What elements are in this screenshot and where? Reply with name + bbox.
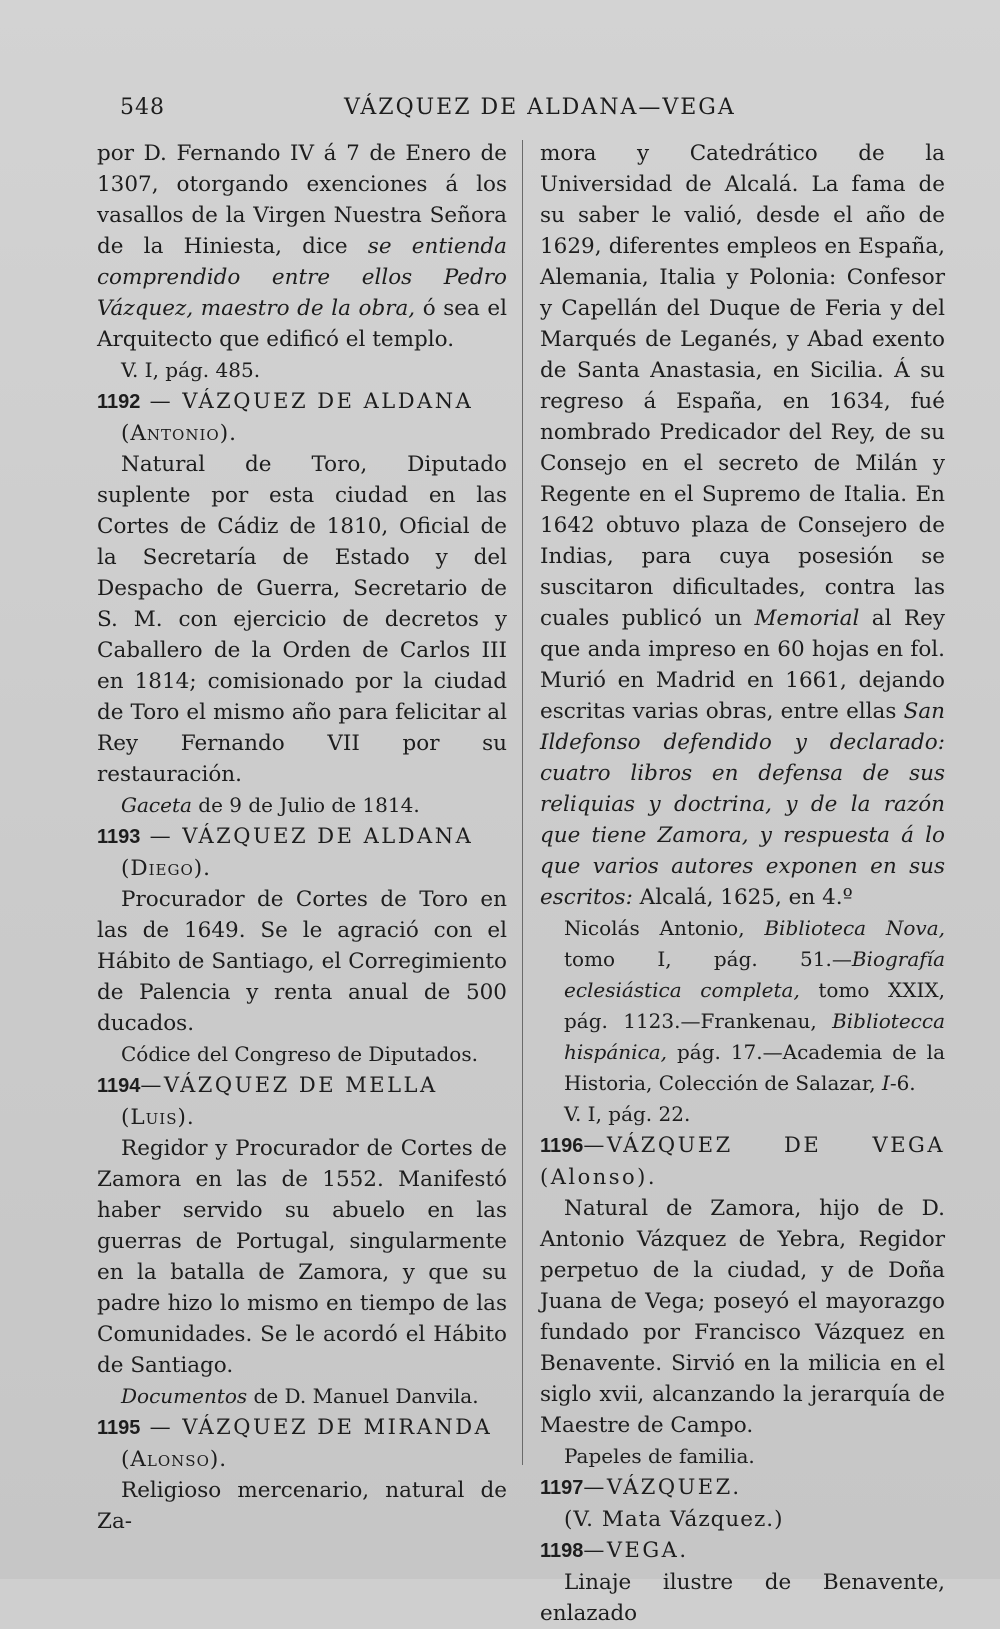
entry-heading <box>97 821 507 853</box>
page-header <box>0 95 1000 125</box>
italic-title: Biografía eclesiástica completa, <box>564 947 945 1002</box>
page-number: 548 <box>120 95 165 120</box>
text-run: Nicolás Antonio, <box>564 916 765 940</box>
text-run: tomo XXIX, pág. 1123.—Frankenau, <box>564 978 946 1033</box>
entry-heading <box>97 1070 507 1102</box>
italic-title: San Ildefonso defendido y declarado: cuatro libros en defensa de sus reliquias y doctrina, y de la razón que tiene Zamora, y respuesta á lo que varios autores exponen en sus escritos: <box>540 699 945 910</box>
entry-1194 <box>97 1070 507 1412</box>
entry-heading <box>540 1535 945 1567</box>
entry-title: — VÁZQUEZ DE MIRANDA <box>140 1415 493 1439</box>
continued-paragraph <box>97 138 507 355</box>
right-column <box>540 138 945 1629</box>
entry-title: —VÁZQUEZ DE MELLA <box>140 1073 438 1097</box>
entry-number: 1192 <box>97 391 141 413</box>
text-run: pág. 17.—Academia de la Historia, Colección de Salazar, <box>564 1040 945 1095</box>
entry-source <box>97 1381 507 1412</box>
entry-body: Regidor y Procurador de Cortes de Zamora en las de 1552. Manifestó haber servido su abuelo en las guerras de Portugal, singularmente en la batalla de Zamora, y que su padre hizo lo mismo en tiempo de las Comunidades. Se le acordó el Hábito de Santiago. <box>97 1136 507 1378</box>
entry-title: —VEGA. <box>583 1538 689 1562</box>
entry-source: Papeles de familia. <box>564 1444 755 1468</box>
entry-1196 <box>540 1130 945 1472</box>
italic-title: I <box>881 1071 890 1095</box>
source-detail: de D. Manuel Danvila. <box>247 1384 479 1408</box>
entry-source: Códice del Congreso de Diputados. <box>121 1042 478 1066</box>
italic-title: Bibliotecca hispánica, <box>564 1009 945 1064</box>
italic-quote: se entienda comprendido entre ellos Pedro Vázquez, maestro de la obra, <box>97 234 507 321</box>
entry-title: —VÁZQUEZ DE VEGA (Alonso). <box>540 1133 945 1189</box>
entry-heading <box>97 386 507 418</box>
entry-subtitle: (Luis). <box>121 1105 195 1130</box>
source-title: Gaceta <box>121 793 192 817</box>
entry-1195 <box>97 1412 507 1537</box>
entry-number: 1195 <box>97 1417 141 1439</box>
entry-heading <box>97 1412 507 1444</box>
source-title: Documentos <box>121 1384 248 1408</box>
entry-number: 1196 <box>540 1135 584 1157</box>
entry-title: — VÁZQUEZ DE ALDANA <box>140 389 474 413</box>
entry-body: Procurador de Cortes de Toro en las de 1649. Se le agració con el Hábito de Santiago, el Corregimiento de Palencia y renta anual de 500 ducados. <box>97 887 507 1036</box>
entry-subtitle: (Antonio). <box>121 421 237 446</box>
entry-1192 <box>97 386 507 821</box>
column-divider <box>522 140 523 1465</box>
entry-body: Religioso mercenario, natural de Za- <box>97 1478 507 1534</box>
volume-reference: V. I, pág. 22. <box>564 1102 691 1126</box>
left-column <box>97 138 507 1537</box>
text-run: -6. <box>889 1071 916 1095</box>
text-run: ó sea el Arquitecto que edificó el templo. <box>97 296 507 352</box>
entry-title: — VÁZQUEZ DE ALDANA <box>140 824 474 848</box>
entry-body: Linaje ilustre de Benavente, enlazado <box>540 1570 945 1626</box>
entry-subtitle: (Alonso). <box>121 1447 228 1472</box>
entry-number: 1193 <box>97 826 141 848</box>
entry-heading <box>540 1472 945 1504</box>
entry-subtitle: (Diego). <box>121 856 212 881</box>
italic-title: Biblioteca Nova, <box>764 916 945 940</box>
continued-paragraph <box>540 138 945 913</box>
entry-1198 <box>540 1535 945 1629</box>
entry-source <box>97 790 507 821</box>
bibliography-references <box>540 913 945 1099</box>
source-detail: de 9 de Julio de 1814. <box>191 793 420 817</box>
text-run: por D. Fernando IV á 7 de Enero de 1307, otorgando exenciones á los vasallos de la Virgen Nuestra Señora de la Hiniesta, dice <box>97 141 507 259</box>
entry-title: —VÁZQUEZ. <box>583 1475 742 1499</box>
text-run: al Rey que anda impreso en 60 hojas en fol. Murió en Madrid en 1661, dejando escritas varias obras, entre ellas <box>540 606 945 724</box>
text-run: tomo I, pág. 51.— <box>564 947 852 971</box>
entry-number: 1198 <box>540 1540 584 1562</box>
entry-1197 <box>540 1472 945 1535</box>
entry-number: 1197 <box>540 1477 584 1499</box>
entry-body: Natural de Toro, Diputado suplente por esta ciudad en las Cortes de Cádiz de 1810, Oficial de la Secretaría de Estado y del Despacho de Guerra, Secretario de S. M. con ejercicio de decretos y Caballero de la Orden de Carlos III en 1814; comisionado por la ciudad de Toro el mismo año para felicitar al Rey Fernando VII por su restauración. <box>97 452 507 787</box>
text-run: Alcalá, 1625, en 4.º <box>632 885 853 910</box>
cross-reference: (V. Mata Vázquez.) <box>564 1507 784 1532</box>
entry-body: Natural de Zamora, hijo de D. Antonio Vázquez de Yebra, Regidor perpetuo de la ciudad, y de Doña Juana de Vega; poseyó el mayorazgo fundado por Francisco Vázquez en Benavente. Sirvió en la milicia en el siglo xvii, alcanzando la jerarquía de Maestre de Campo. <box>540 1196 945 1438</box>
entry-1193 <box>97 821 507 1070</box>
running-title: VÁZQUEZ DE ALDANA—VEGA <box>344 95 736 120</box>
entry-heading <box>540 1130 945 1193</box>
italic-title: Memorial <box>754 606 860 631</box>
entry-number: 1194 <box>97 1075 141 1097</box>
text-run: mora y Catedrático de la Universidad de Alcalá. La fama de su saber le valió, desde el año de 1629, diferentes empleos en España, Alemania, Italia y Polonia: Confesor y Capellán del Duque de Feria y del Marqués de Leganés, y Abad exento de Santa Anastasia, en Sicilia. Á su regreso á España, en 1634, fué nombrado Predicador del Rey, de su Consejo en el secreto de Milán y Regente en el Supremo de Italia. En 1642 obtuvo plaza de Consejero de Indias, para cuya posesión se suscitaron dificultades, contra las cuales publicó un <box>540 141 945 631</box>
volume-reference: V. I, pág. 485. <box>121 358 261 382</box>
